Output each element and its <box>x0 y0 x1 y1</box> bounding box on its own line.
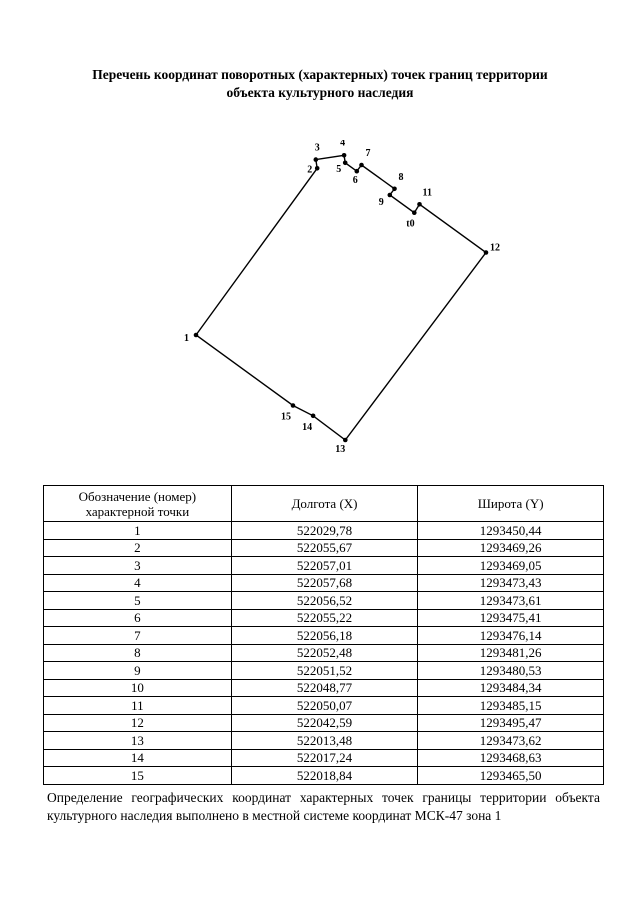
point-label-4: 4 <box>340 140 346 149</box>
boundary-point-3 <box>314 157 319 162</box>
cell-latitude: 1293476,14 <box>418 627 604 645</box>
cell-point-number: 3 <box>44 557 232 575</box>
table-row <box>44 539 604 557</box>
cell-point-number: 5 <box>44 592 232 610</box>
point-label-11: 11 <box>422 187 432 199</box>
boundary-point-14 <box>311 414 316 419</box>
cell-longitude: 522055,22 <box>231 609 418 627</box>
point-label-5: 5 <box>336 163 342 175</box>
point-label-9: 9 <box>378 197 384 208</box>
cell-longitude: 522057,68 <box>231 574 418 592</box>
table-row <box>44 749 604 767</box>
cell-latitude: 1293468,63 <box>418 749 604 767</box>
cell-longitude: 522055,67 <box>231 539 418 557</box>
cell-longitude: 522056,52 <box>231 592 418 610</box>
boundary-point-11 <box>417 202 422 207</box>
cell-point-number: 9 <box>44 662 232 680</box>
boundary-point-10 <box>412 210 417 215</box>
boundary-point-7 <box>359 163 364 168</box>
table-row <box>44 557 604 575</box>
cell-latitude: 1293480,53 <box>418 662 604 680</box>
table-row <box>44 732 604 750</box>
cell-longitude: 522048,77 <box>231 679 418 697</box>
cell-longitude: 522052,48 <box>231 644 418 662</box>
point-label-15: 15 <box>281 411 291 423</box>
cell-point-number: 10 <box>44 679 232 697</box>
cell-point-number: 15 <box>44 767 232 785</box>
cell-point-number: 7 <box>44 627 232 645</box>
cell-longitude: 522013,48 <box>231 732 418 750</box>
cell-point-number: 13 <box>44 732 232 750</box>
cell-latitude: 1293481,26 <box>418 644 604 662</box>
cell-longitude: 522050,07 <box>231 697 418 715</box>
boundary-plan <box>170 140 510 460</box>
boundary-point-6 <box>355 169 360 174</box>
cell-longitude: 522042,59 <box>231 714 418 732</box>
title-line-1: Перечень координат поворотных (характерных) точек границ территории <box>92 67 548 82</box>
cell-latitude: 1293484,34 <box>418 679 604 697</box>
cell-latitude: 1293495,47 <box>418 714 604 732</box>
cell-point-number: 14 <box>44 749 232 767</box>
title-line-2: объекта культурного наследия <box>226 85 414 100</box>
cell-latitude: 1293473,43 <box>418 574 604 592</box>
boundary-point-13 <box>343 438 348 443</box>
cell-latitude: 1293473,61 <box>418 592 604 610</box>
cell-latitude: 1293469,26 <box>418 539 604 557</box>
cell-point-number: 2 <box>44 539 232 557</box>
cell-latitude: 1293450,44 <box>418 522 604 540</box>
header-latitude: Широта (Y) <box>418 486 604 522</box>
header-point-designation <box>44 486 232 522</box>
boundary-point-2 <box>315 166 320 171</box>
header-point-line-2: характерной точки <box>85 503 190 519</box>
coordinates-table <box>43 485 604 785</box>
point-label-3: 3 <box>314 142 320 154</box>
method-note: Определение географических координат характерных точек границы территории объекта культурного наследия выполнено в местной системе координат МСК-47 зона 1 <box>47 790 600 823</box>
table-row <box>44 574 604 592</box>
point-label-8: 8 <box>398 171 404 183</box>
boundary-point-8 <box>392 187 397 192</box>
boundary-point-12 <box>484 250 489 255</box>
boundary-point-5 <box>343 161 348 166</box>
table-row <box>44 679 604 697</box>
table-header-row <box>44 486 604 522</box>
cell-longitude: 522056,18 <box>231 627 418 645</box>
boundary-point-9 <box>388 193 393 198</box>
boundary-point-1 <box>194 333 199 338</box>
header-longitude: Долгота (X) <box>231 486 418 522</box>
cell-latitude: 1293475,41 <box>418 609 604 627</box>
point-label-6: 6 <box>352 175 358 187</box>
boundary-plan-drawing <box>170 140 510 460</box>
point-label-14: 14 <box>302 421 313 433</box>
document-title <box>0 66 640 102</box>
point-label-13: 13 <box>335 444 346 455</box>
cell-longitude: 522051,52 <box>231 662 418 680</box>
cell-point-number: 12 <box>44 714 232 732</box>
table-row <box>44 662 604 680</box>
table-row <box>44 627 604 645</box>
cell-longitude: 522017,24 <box>231 749 418 767</box>
cell-point-number: 4 <box>44 574 232 592</box>
point-label-2: 2 <box>307 164 313 176</box>
table-row <box>44 644 604 662</box>
point-label-1: 1 <box>184 333 189 344</box>
cell-latitude: 1293485,15 <box>418 697 604 715</box>
boundary-polygon <box>196 155 486 440</box>
cell-longitude: 522029,78 <box>231 522 418 540</box>
cell-point-number: 6 <box>44 609 232 627</box>
cell-point-number: 1 <box>44 522 232 540</box>
point-label-7: 7 <box>365 148 371 159</box>
table-row <box>44 697 604 715</box>
cell-latitude: 1293473,62 <box>418 732 604 750</box>
table-row <box>44 609 604 627</box>
cell-longitude: 522018,84 <box>231 767 418 785</box>
point-label-12: 12 <box>490 242 500 254</box>
cell-longitude: 522057,01 <box>231 557 418 575</box>
table-row <box>44 592 604 610</box>
cell-point-number: 11 <box>44 697 232 715</box>
point-label-10: t0 <box>406 218 415 230</box>
cell-latitude: 1293469,05 <box>418 557 604 575</box>
table-row <box>44 767 604 785</box>
cell-point-number: 8 <box>44 644 232 662</box>
boundary-point-4 <box>342 153 347 158</box>
cell-latitude: 1293465,50 <box>418 767 604 785</box>
table-row <box>44 714 604 732</box>
boundary-point-15 <box>291 403 296 408</box>
table-row <box>44 522 604 540</box>
header-point-line-1: Обозначение (номер) <box>78 488 197 504</box>
